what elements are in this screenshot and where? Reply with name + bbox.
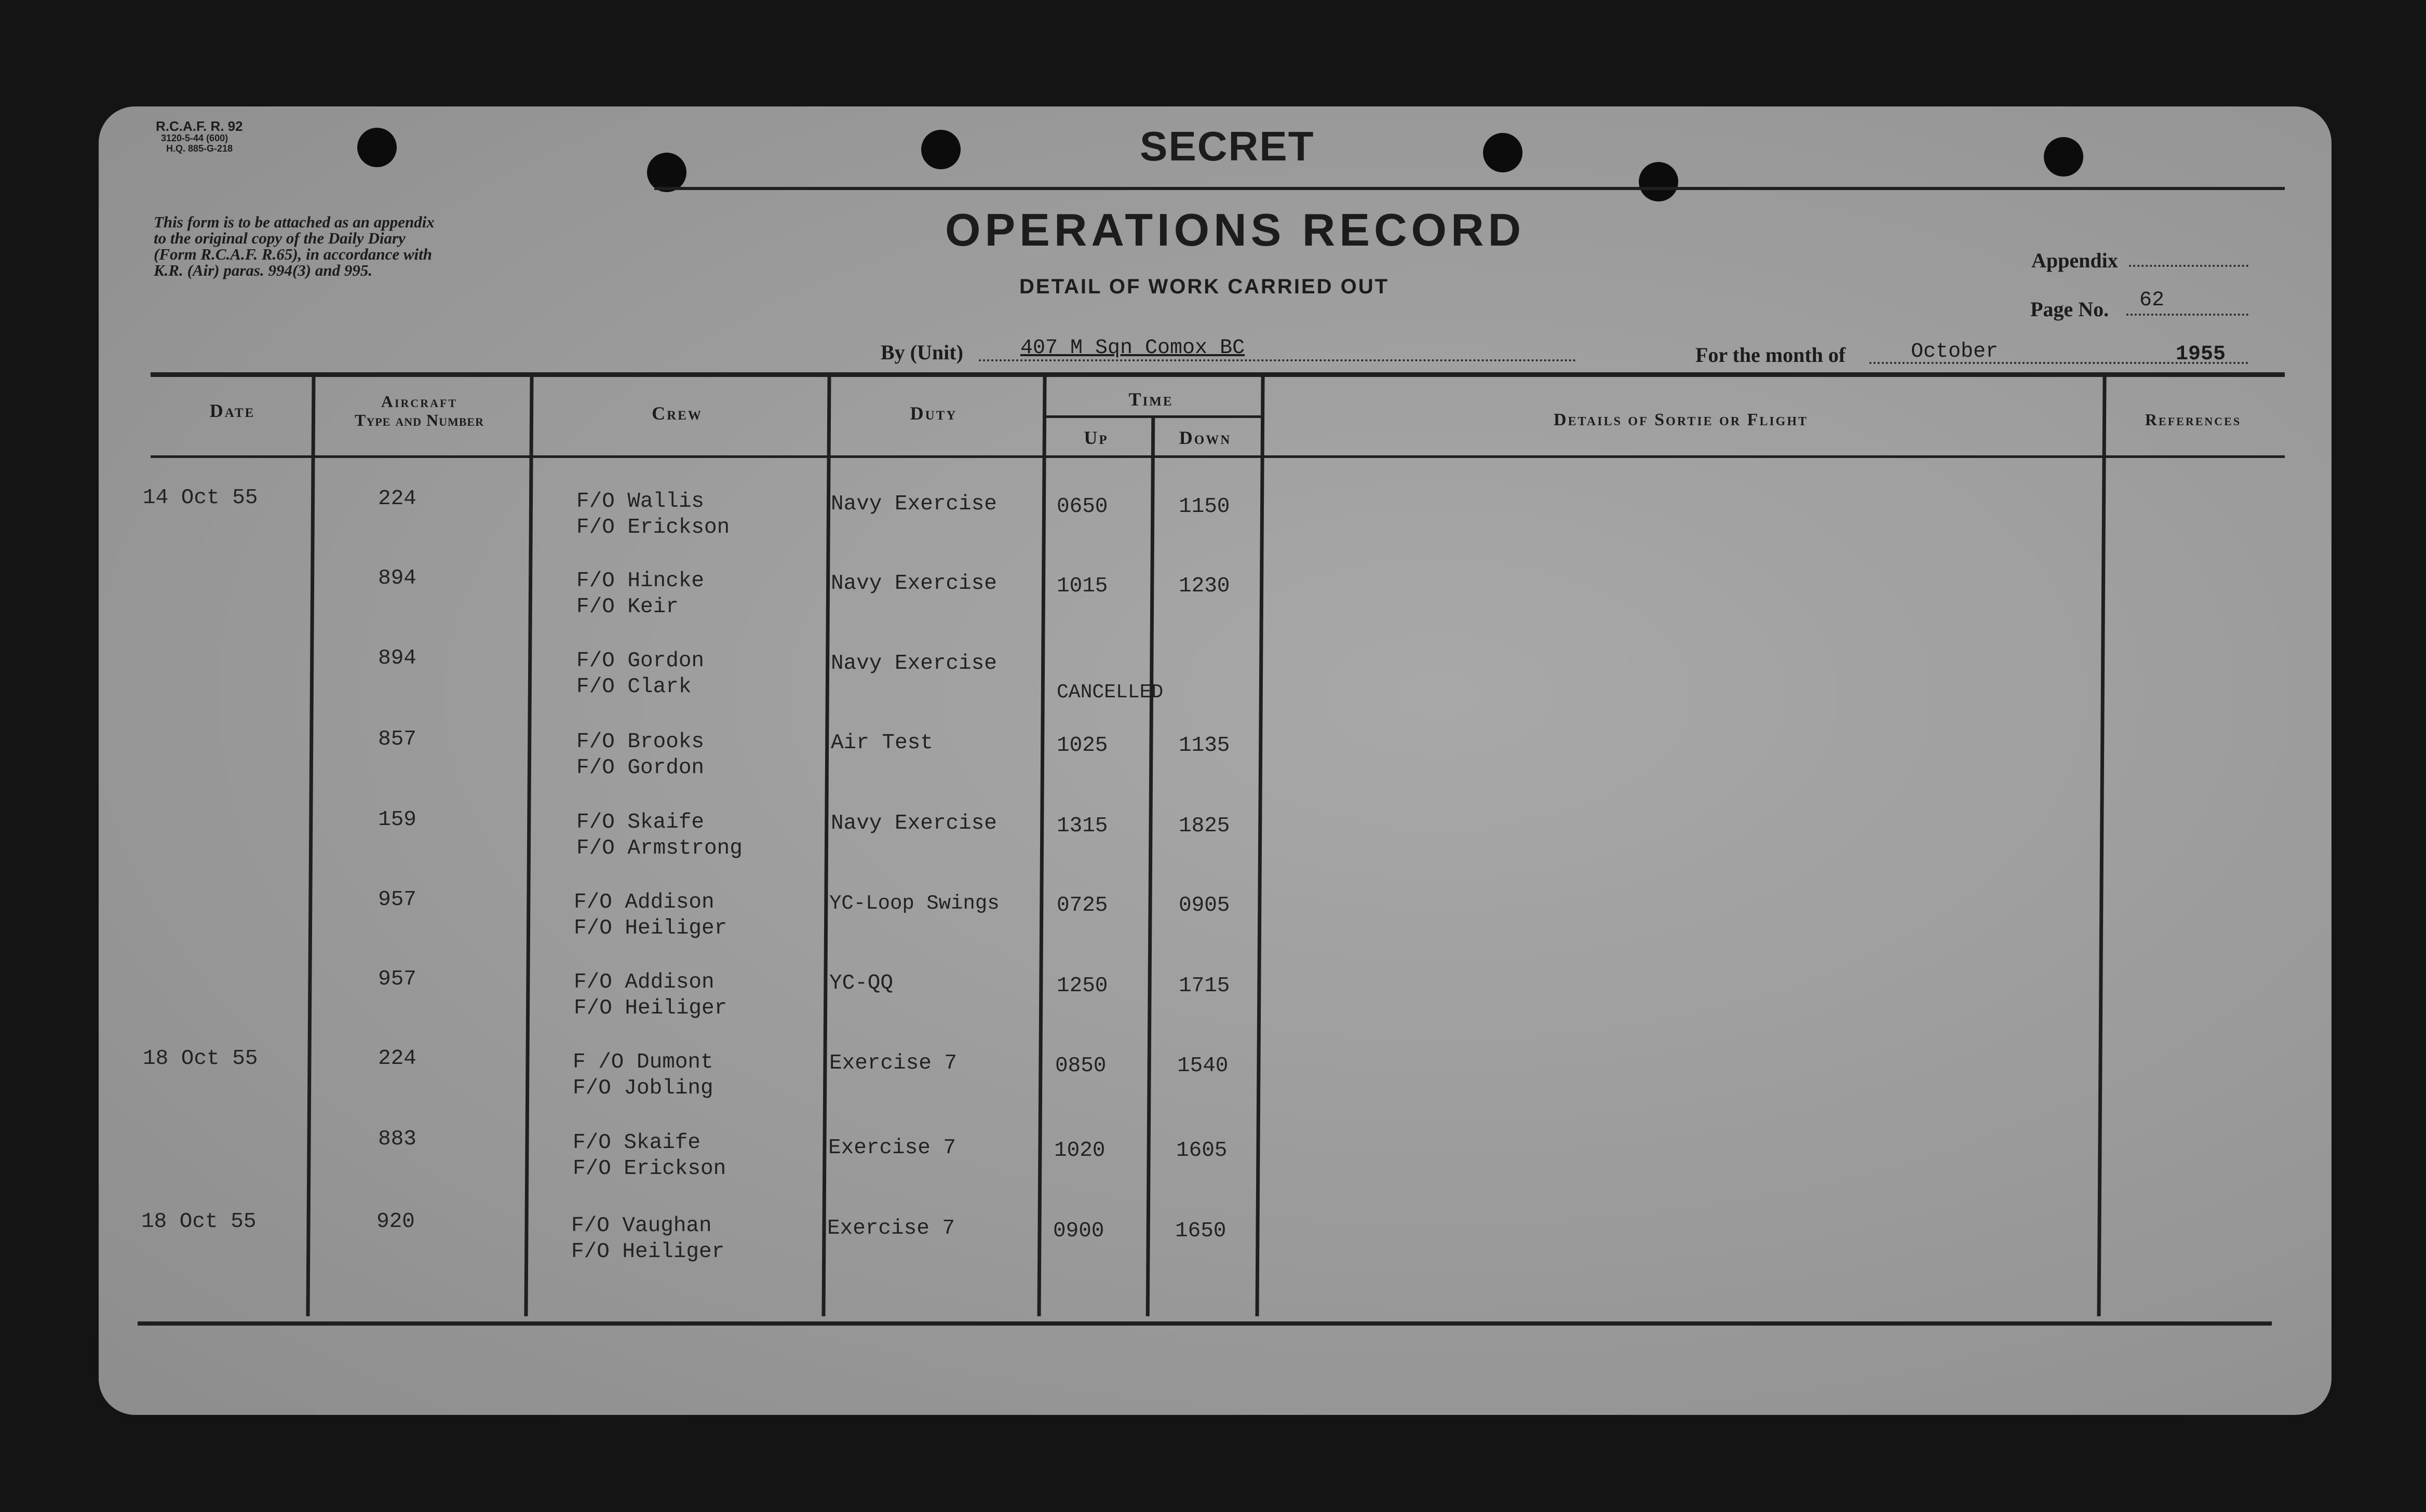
row-time-up: 0900	[1053, 1219, 1104, 1243]
table-bottom-rule	[138, 1321, 2272, 1326]
col-header-aircraft-line1: Aircraft	[381, 392, 458, 411]
row-crew-2: F/O Jobling	[573, 1076, 713, 1100]
row-aircraft: 224	[378, 1047, 416, 1071]
appendix-field	[2129, 265, 2248, 267]
month-value: October	[1911, 340, 1999, 363]
row-time-down: 1150	[1179, 495, 1230, 519]
row-duty: YC-QQ	[829, 971, 894, 995]
row-duty: Navy Exercise	[831, 572, 997, 596]
row-time-down: 1135	[1179, 734, 1230, 758]
col-header-time: Time	[1128, 389, 1174, 410]
col-header-crew: Crew	[652, 403, 703, 424]
row-aircraft: 224	[378, 487, 416, 511]
page-subtitle: DETAIL OF WORK CARRIED OUT	[1019, 275, 1390, 298]
row-crew-1: F/O Skaife	[573, 1131, 701, 1155]
row-crew-1: F/O Gordon	[576, 649, 705, 673]
row-crew-1: F/O Skaife	[576, 811, 705, 834]
row-crew-1: F/O Brooks	[576, 730, 705, 754]
row-crew-2: F/O Gordon	[576, 756, 705, 780]
row-time-down: 1715	[1179, 974, 1230, 998]
form-id-line: R.C.A.F. R. 92	[156, 118, 243, 134]
row-time-up: 1250	[1057, 974, 1108, 998]
secret-label: SECRET	[1140, 123, 1315, 169]
row-time-up: 0725	[1057, 894, 1108, 917]
row-time-up: 1315	[1057, 814, 1108, 838]
page-number-label: Page No.	[2030, 298, 2109, 321]
row-crew-2: F/O Heiliger	[571, 1240, 725, 1264]
page-number-field	[2126, 314, 2248, 316]
row-duty: YC-Loop Swings	[829, 892, 1000, 915]
punch-hole	[357, 128, 397, 167]
row-crew-2: F/O Armstrong	[576, 836, 743, 860]
top-rule	[654, 187, 2285, 190]
row-aircraft: 894	[378, 566, 416, 590]
row-date: 14 Oct 55	[143, 486, 258, 510]
punch-hole	[921, 130, 961, 169]
row-time-up: 0850	[1055, 1054, 1107, 1078]
form-id	[156, 119, 243, 154]
row-crew-1: F/O Addison	[574, 890, 715, 914]
row-aircraft: 857	[378, 727, 416, 751]
col-header-aircraft	[312, 392, 527, 429]
col-header-aircraft-line2: Type and Number	[354, 411, 484, 429]
row-aircraft: 159	[378, 808, 416, 832]
header-bottom-rule	[151, 455, 2285, 458]
form-id-line: 3120-5-44 (600)	[161, 133, 228, 143]
row-crew-2: F/O Erickson	[573, 1157, 726, 1181]
table-top-rule	[151, 372, 2285, 377]
row-date: 18 Oct 55	[141, 1210, 257, 1234]
row-time-up: 1015	[1057, 574, 1108, 598]
row-duty: Navy Exercise	[831, 492, 997, 516]
row-crew-1: F/O Hincke	[576, 569, 705, 593]
row-crew-2: F/O Clark	[576, 675, 692, 699]
unit-label: By (Unit)	[881, 341, 963, 364]
unit-value: 407 M Sqn Comox BC	[1020, 336, 1245, 360]
punch-hole	[647, 153, 686, 192]
row-duty: Navy Exercise	[831, 652, 997, 676]
col-header-down: Down	[1179, 427, 1232, 448]
punch-hole	[1639, 162, 1678, 201]
row-duty: Air Test	[831, 731, 933, 755]
page-title: OPERATIONS RECORD	[945, 204, 1526, 255]
row-aircraft: 883	[378, 1127, 416, 1151]
year-value: 1955	[2176, 343, 2226, 366]
appendix-label: Appendix	[2031, 249, 2118, 272]
page-number-value: 62	[2139, 289, 2165, 312]
row-time-down: 1605	[1176, 1139, 1228, 1163]
row-date: 18 Oct 55	[143, 1047, 258, 1071]
row-time-down: 1825	[1179, 814, 1230, 838]
month-label: For the month of	[1695, 343, 1846, 367]
col-header-details: Details of Sortie or Flight	[1553, 410, 1809, 429]
row-time-up: 1020	[1054, 1139, 1106, 1163]
form-id-line: H.Q. 885-G-218	[166, 143, 233, 154]
row-time-up: 1025	[1057, 734, 1108, 758]
row-time-up: 0650	[1057, 495, 1108, 519]
row-crew-1: F/O Wallis	[576, 490, 705, 514]
cancelled-note: CANCELLED	[1057, 681, 1164, 704]
row-crew-2: F/O Heiliger	[574, 916, 727, 940]
row-crew-1: F /O Dumont	[573, 1050, 713, 1074]
row-crew-1: F/O Vaughan	[571, 1214, 712, 1238]
row-time-down: 1230	[1179, 574, 1230, 598]
row-aircraft: 957	[378, 888, 416, 912]
row-time-down: 0905	[1179, 894, 1230, 917]
row-crew-2: F/O Keir	[576, 595, 679, 619]
row-duty: Exercise 7	[827, 1217, 955, 1240]
col-header-date: Date	[209, 400, 255, 421]
punch-hole	[2044, 137, 2083, 177]
col-header-duty: Duty	[910, 403, 958, 424]
row-aircraft: 920	[376, 1210, 415, 1234]
row-aircraft: 957	[378, 967, 416, 991]
row-time-down: 1650	[1175, 1219, 1227, 1243]
row-crew-2: F/O Heiliger	[574, 996, 727, 1020]
row-time-down: 1540	[1177, 1054, 1229, 1078]
row-duty: Exercise 7	[828, 1136, 956, 1160]
row-crew-2: F/O Erickson	[576, 516, 730, 539]
attachment-note: This form is to be attached as an appendix to the original copy of the Daily Diary (Form R.C.A.F. R.65), in accordance with K.R. (Air) paras. 994(3) and 995.	[154, 213, 435, 279]
row-duty: Exercise 7	[829, 1051, 958, 1075]
col-header-up: Up	[1084, 427, 1109, 448]
row-crew-1: F/O Addison	[574, 970, 715, 994]
row-aircraft: 894	[378, 646, 416, 670]
row-duty: Navy Exercise	[831, 812, 997, 835]
punch-hole	[1483, 133, 1522, 172]
col-header-references: References	[2145, 410, 2242, 429]
